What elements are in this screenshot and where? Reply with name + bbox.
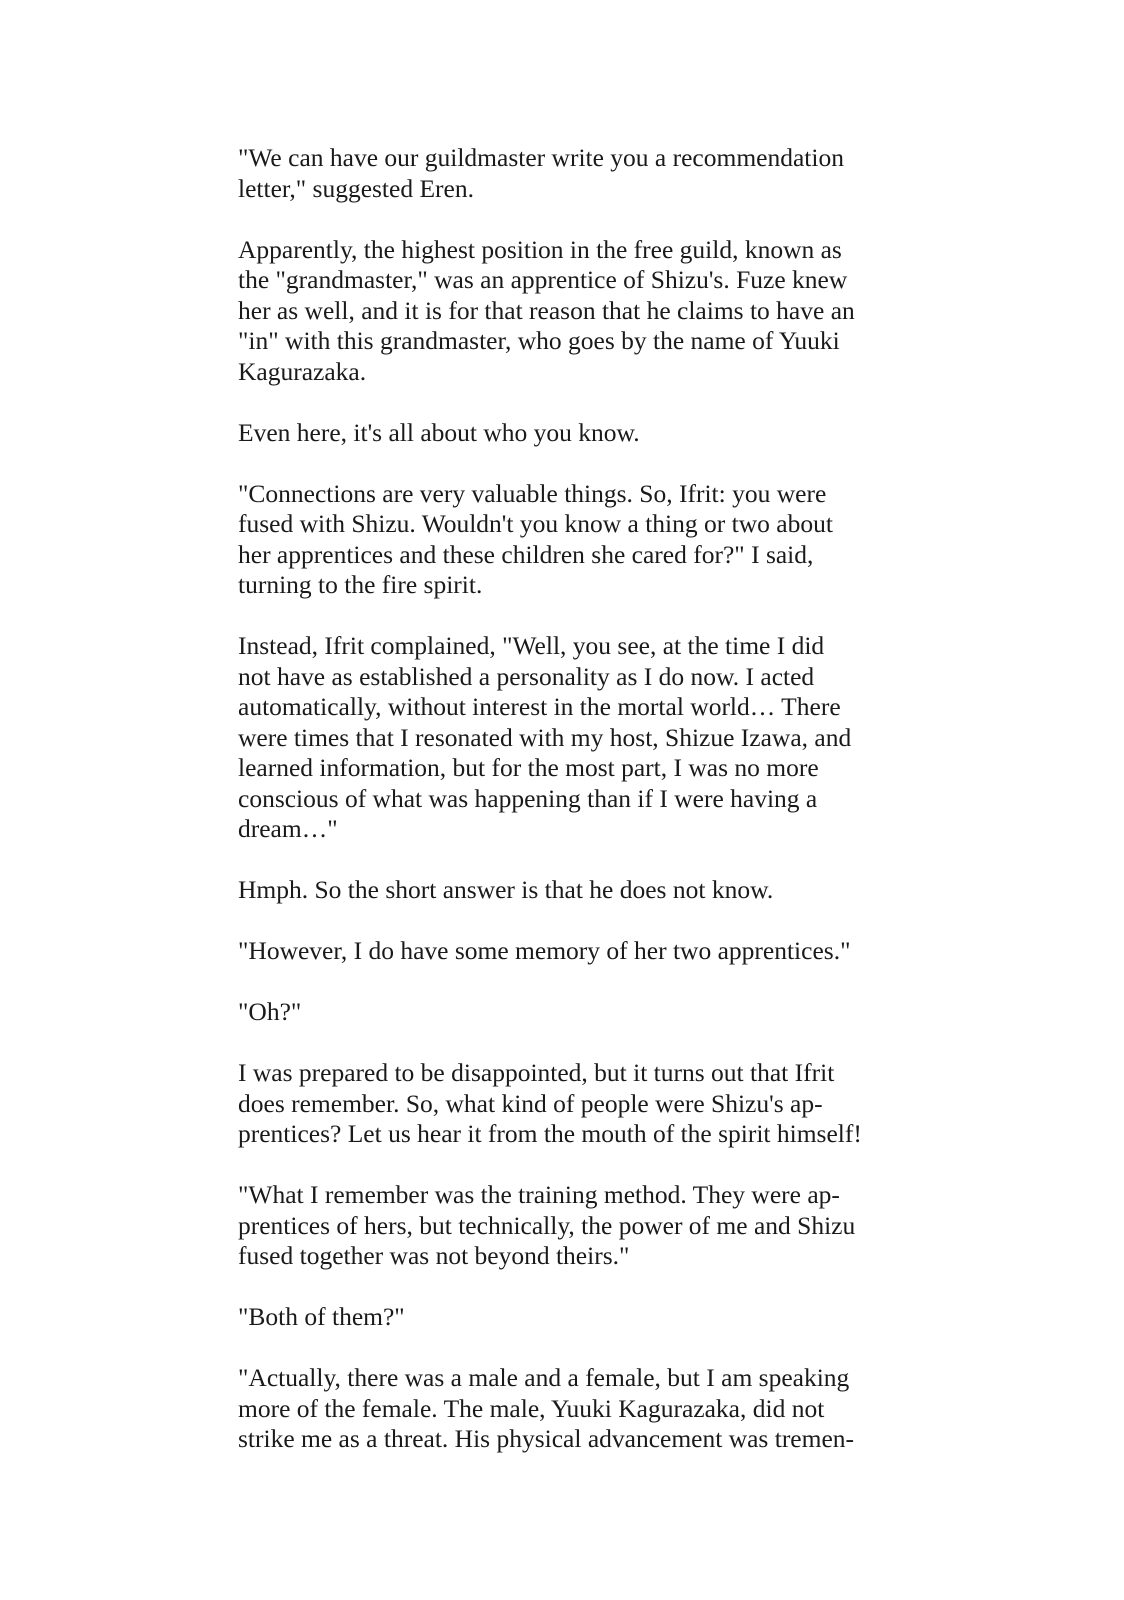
text-line: "What I remember was the training method. They were ap-: [238, 1180, 840, 1209]
paragraph: [238, 875, 898, 906]
text-line: fused with Shizu. Wouldn't you know a thing or two about: [238, 509, 833, 538]
paragraph: [238, 418, 898, 449]
text-line: "Oh?": [238, 997, 302, 1026]
text-line: "Actually, there was a male and a female, but I am speaking: [238, 1363, 850, 1392]
paragraph: [238, 1302, 898, 1333]
paragraph: [238, 997, 898, 1028]
body-text: [238, 143, 898, 1485]
text-line: her apprentices and these children she cared for?" I said,: [238, 539, 814, 569]
text-line: "Both of them?": [238, 1302, 405, 1331]
text-line: strike me as a threat. His physical advancement was tremen-: [238, 1424, 855, 1453]
paragraph: [238, 1180, 898, 1272]
paragraph: [238, 235, 898, 388]
text-line: conscious of what was happening than if I were having a: [238, 783, 818, 813]
paragraph: [238, 631, 898, 845]
text-line: Hmph. So the short answer is that he does not know.: [238, 875, 774, 904]
paragraph: [238, 143, 898, 204]
text-line: learned information, but for the most part, I was no more: [238, 753, 819, 782]
text-line: more of the female. The male, Yuuki Kagurazaka, did not: [238, 1393, 825, 1423]
paragraph: [238, 1058, 898, 1150]
text-line: Apparently, the highest position in the free guild, known as: [238, 234, 842, 264]
text-line: prentices? Let us hear it from the mouth of the spirit himself!: [238, 1119, 862, 1148]
text-line: does remember. So, what kind of people were Shizu's ap-: [238, 1088, 823, 1118]
text-line: were times that I resonated with my host, Shizue Izawa, and: [238, 722, 852, 752]
paragraph: [238, 936, 898, 967]
text-line: Instead, Ifrit complained, "Well, you see, at the time I did: [238, 631, 825, 660]
text-line: letter," suggested Eren.: [238, 173, 474, 203]
text-line: "in" with this grandmaster, who goes by the name of Yuuki: [238, 326, 840, 355]
paragraph: [238, 1363, 898, 1455]
text-line: the "grandmaster," was an apprentice of Shizu's. Fuze knew: [238, 265, 848, 294]
text-line: turning to the fire spirit.: [238, 570, 483, 599]
text-line: not have as established a personality as I do now. I acted: [238, 661, 815, 691]
text-line: fused together was not beyond theirs.": [238, 1241, 630, 1270]
text-line: prentices of hers, but technically, the power of me and Shizu: [238, 1210, 856, 1240]
text-line: Kagurazaka.: [238, 356, 367, 386]
text-line: automatically, without interest in the mortal world… There: [238, 692, 841, 721]
text-line: her as well, and it is for that reason that he claims to have an: [238, 295, 855, 325]
text-line: dream…": [238, 814, 338, 843]
paragraph: [238, 479, 898, 601]
text-line: Even here, it's all about who you know.: [238, 417, 640, 447]
text-line: "Connections are very valuable things. So, Ifrit: you were: [238, 478, 827, 508]
text-line: I was prepared to be disappointed, but it turns out that Ifrit: [238, 1058, 835, 1087]
text-line: "We can have our guildmaster write you a recommendation: [238, 143, 844, 172]
text-line: "However, I do have some memory of her two apprentices.": [238, 936, 851, 965]
